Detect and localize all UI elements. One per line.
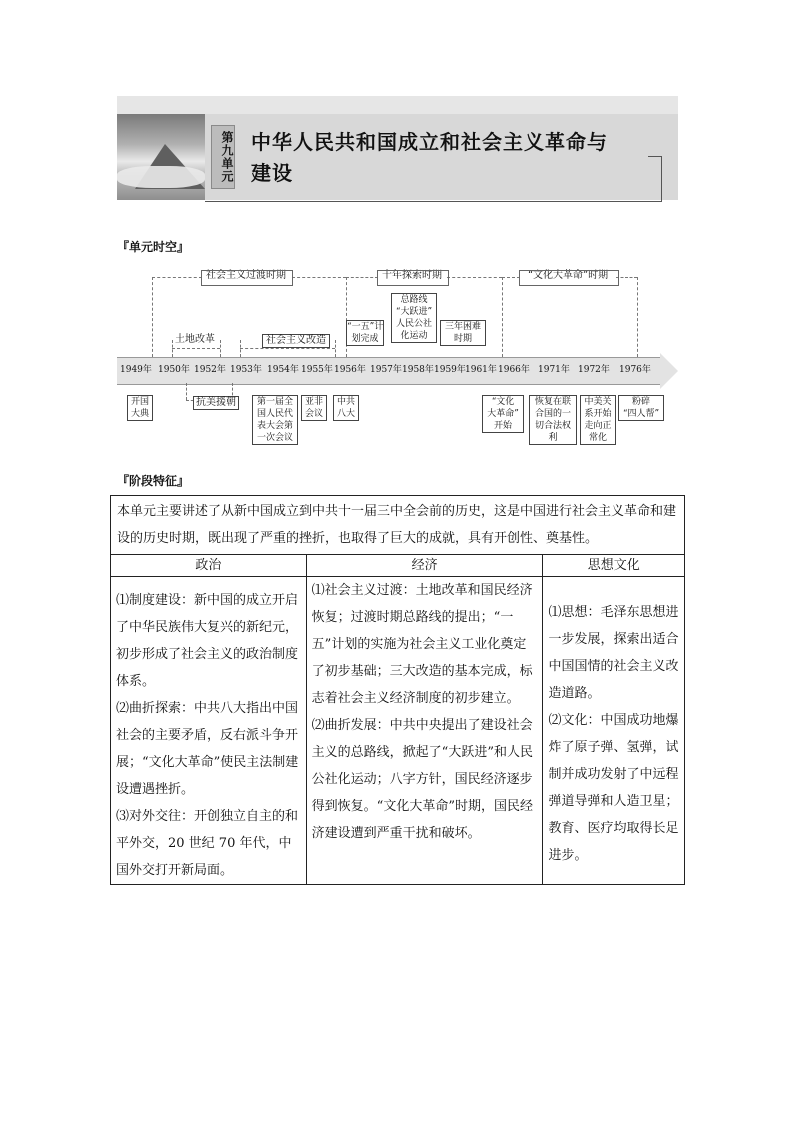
event-line: 常化 xyxy=(588,433,607,443)
year-label: 1957年 xyxy=(370,365,402,375)
period-bracket xyxy=(152,277,153,357)
span-bracket xyxy=(335,340,336,357)
cloud-shape xyxy=(117,166,205,188)
year-label: 1953年 xyxy=(230,365,262,375)
politics-item: ⑴制度建设：新中国的成立开启了中华民族伟大复兴的新纪元，初步形成了社会主义的政治制度体系。 xyxy=(116,593,299,689)
politics-item: ⑶对外交往：开创独立自主的和平外交，20 世纪 70 年代，中国外交打开新局面。 xyxy=(116,809,299,878)
event-line: 切合法权 xyxy=(534,421,571,431)
table-intro: 本单元主要讲述了从新中国成立到中共十一届三中全会前的历史，这是中国进行社会主义革命和建设的历史时期，既出现了严重的挫折，也取得了巨大的成就，具有开创性、奠基性。 xyxy=(111,496,685,555)
period-bracket xyxy=(502,277,520,278)
span-bracket xyxy=(240,340,241,357)
event-un-seat xyxy=(529,395,577,445)
event-line: 会议 xyxy=(304,409,323,419)
event-line: “文化 xyxy=(491,397,515,407)
event-line: “四人帮” xyxy=(622,409,660,419)
culture-item: ⑵文化：中国成功地爆炸了原子弹、氢弹，试制并成功发射了中远程弹道导弹和人造卫星；教育、医疗均取得长足进步。 xyxy=(548,713,679,863)
event-line: 第一届全 xyxy=(256,397,293,407)
event-line: 合国的一 xyxy=(534,409,571,419)
year-label: 1961年 xyxy=(465,365,497,375)
event-asia-africa xyxy=(301,395,327,421)
event-founding xyxy=(127,395,153,421)
column-header-economy: 经济 xyxy=(306,555,543,577)
economy-item: ⑵曲折发展：中共中央提出了建设社会主义的总路线，掀起了“大跃进”和人民公社化运动；八字方针，国民经济逐步得到恢复。“文化大革命”时期，国民经济建设遭到严重干扰和破坏。 xyxy=(311,718,533,841)
unit-title-line1: 中华人民共和国成立和社会主义革命与 xyxy=(251,130,608,154)
period-bracket xyxy=(152,277,202,278)
event-korea: 抗美援朝 xyxy=(193,396,239,410)
period-label-frame xyxy=(519,270,619,286)
section-features-heading: 『阶段特征』 xyxy=(117,474,190,488)
column-header-culture: 思想文化 xyxy=(543,555,685,577)
period-label-frame xyxy=(377,270,449,286)
mountain-photo xyxy=(117,114,205,200)
section-timeline-heading: 『单元时空』 xyxy=(117,240,190,254)
year-label: 1959年 xyxy=(434,365,466,375)
period-label-text: 社会主义过渡时期 xyxy=(206,270,286,281)
event-line: 开始 xyxy=(493,421,512,431)
year-label: 1976年 xyxy=(619,365,651,375)
culture-cell xyxy=(543,577,685,885)
year-label: 1958年 xyxy=(402,365,434,375)
event-line: 中共 xyxy=(336,397,355,407)
event-line: 总路线 xyxy=(400,295,428,305)
event-line: 开国 xyxy=(130,397,149,407)
year-label: 1950年 xyxy=(158,365,190,375)
event-line: 大革命” xyxy=(487,409,519,419)
event-line: 划完成 xyxy=(351,334,379,344)
event-eighth-congress xyxy=(333,395,359,421)
banner-top-strip xyxy=(117,96,678,114)
event-line: 表大会第 xyxy=(256,421,293,431)
event-line: 国人民代 xyxy=(256,409,293,419)
event-line: 一次会议 xyxy=(256,433,293,443)
year-label: 1966年 xyxy=(498,365,530,375)
event-line: 亚非 xyxy=(304,397,323,407)
banner-bottom-line xyxy=(205,201,662,202)
year-label: 1971年 xyxy=(538,365,570,375)
event-gang-of-four xyxy=(618,395,664,421)
politics-cell xyxy=(111,577,307,885)
banner-corner-line xyxy=(661,156,662,202)
event-line: “一五”计 xyxy=(347,322,384,332)
event-line: 利 xyxy=(548,433,558,443)
event-line: 走向正 xyxy=(584,421,612,431)
year-label: 1952年 xyxy=(194,365,226,375)
event-line: “大跃进” xyxy=(395,307,433,317)
year-label: 1956年 xyxy=(334,365,366,375)
year-label: 1949年 xyxy=(120,365,152,375)
banner-corner-line xyxy=(648,156,662,157)
span-bracket xyxy=(220,340,221,357)
event-sino-us xyxy=(580,395,616,445)
table-row xyxy=(111,496,685,555)
span-bracket xyxy=(172,348,220,349)
event-cultural-revolution xyxy=(482,395,524,433)
unit-title-line2: 建设 xyxy=(251,161,293,185)
table-header-row xyxy=(111,555,685,577)
event-line: 化运动 xyxy=(400,331,428,341)
event-line: 八大 xyxy=(336,409,355,419)
period-bracket xyxy=(292,277,346,278)
event-five-year-plan xyxy=(346,320,384,346)
economy-item: ⑴社会主义过渡：土地改革和国民经济恢复；过渡时期总路线的提出；“一五”计划的实施为社会主义工业化奠定了初步基础；三大改造的基本完成，标志着社会主义经济制度的初步建立。 xyxy=(311,583,533,706)
year-label: 1972年 xyxy=(578,365,610,375)
features-table xyxy=(110,495,685,885)
event-line: 大典 xyxy=(130,409,149,419)
culture-item: ⑴思想：毛泽东思想进一步发展，探索出适合中国国情的社会主义改造道路。 xyxy=(548,605,679,701)
event-line: 三年困难 xyxy=(444,322,481,332)
period-bracket xyxy=(502,277,503,357)
period-label-text: “文化大革命”时期 xyxy=(527,270,609,281)
period-bracket xyxy=(616,277,637,278)
period-bracket xyxy=(346,277,378,278)
unit-tag: 第九单元 xyxy=(211,125,235,189)
span-bracket xyxy=(240,348,335,349)
year-label: 1955年 xyxy=(301,365,333,375)
politics-item: ⑵曲折探索：中共八大指出中国社会的主要矛盾，反右派斗争开展；“文化大革命”使民主法制建设遭遇挫折。 xyxy=(116,701,299,797)
event-line: 系开始 xyxy=(584,409,612,419)
period-label-frame xyxy=(201,270,293,286)
event-land-reform: 土地改革 xyxy=(175,334,215,345)
unit-title xyxy=(251,127,651,189)
span-bracket xyxy=(186,383,187,400)
column-header-politics: 政治 xyxy=(111,555,307,577)
event-socialist-transform: 社会主义改造 xyxy=(262,334,330,348)
event-line: 恢复在联 xyxy=(534,397,571,407)
event-line: 粉碎 xyxy=(631,397,650,407)
event-line: 中美关 xyxy=(584,397,612,407)
event-line: 人民公社 xyxy=(395,319,432,329)
event-npc xyxy=(252,395,298,445)
event-general-line xyxy=(391,293,437,343)
period-bracket xyxy=(447,277,502,278)
event-line: 时期 xyxy=(453,334,472,344)
period-bracket xyxy=(637,277,638,357)
year-label: 1954年 xyxy=(267,365,299,375)
period-label-text: 十年探索时期 xyxy=(382,270,442,281)
event-difficult-years xyxy=(440,320,486,346)
timeline-arrow-head xyxy=(660,353,678,389)
economy-cell xyxy=(306,577,543,885)
table-row xyxy=(111,577,685,885)
